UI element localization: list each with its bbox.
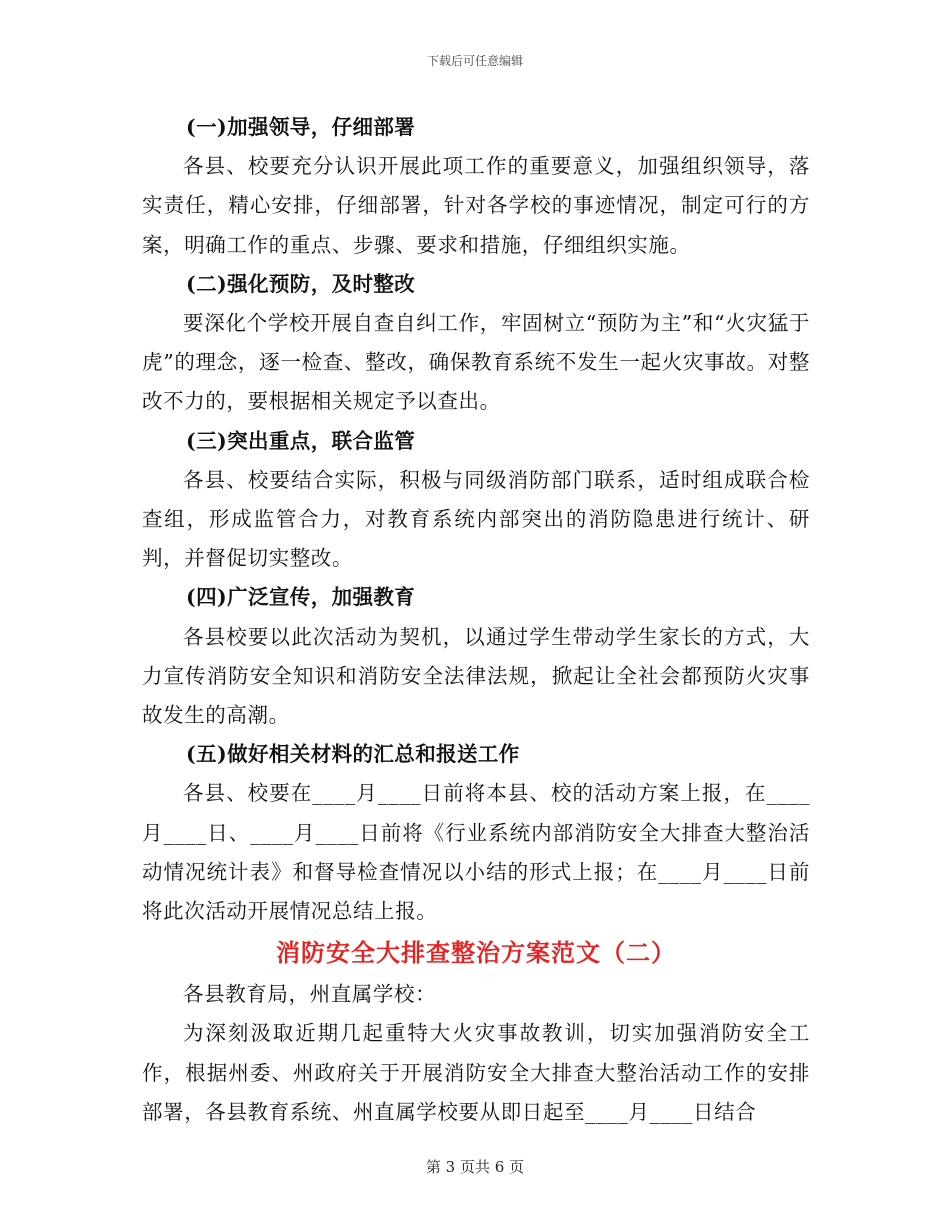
section-heading-2: (二)强化预防，及时整改 xyxy=(186,271,416,296)
document-body xyxy=(142,108,810,1132)
body-paragraph-2: 为深刻汲取近期几起重特大火灾事故教训，切实加强消防安全工作，根据州委、州政府关于开展消防安全大排查大整治活动工作的安排部署，各县教育系统、州直属学校要从即日起至____月____日结合 xyxy=(142,1021,810,1124)
salutation: 各县教育局，州直属学校： xyxy=(183,982,437,1007)
section-paragraph-2: 要深化个学校开展自查自纠工作，牢固树立“预防为主”和“火灾猛于虎”的理念，逐一检查、整改，确保教育系统不发生一起火灾事故。对整改不力的，要根据相关规定予以查出。 xyxy=(142,311,810,414)
section-heading-4: (四)广泛宣传，加强教育 xyxy=(186,585,416,610)
section-heading-3: (三)突出重点，联合监管 xyxy=(186,428,416,453)
section-heading-5: (五)做好相关材料的汇总和报送工作 xyxy=(186,742,520,767)
section-paragraph-4: 各县校要以此次活动为契机，以通过学生带动学生家长的方式，大力宣传消防安全知识和消防安全法律法规，掀起让全社会都预防火灾事故发生的高潮。 xyxy=(142,624,810,728)
page-header: 下载后可任意编辑 xyxy=(426,54,523,68)
section-paragraph-3: 各县、校要结合实际，积极与同级消防部门联系，适时组成联合检查组，形成监管合力，对教育系统内部突出的消防隐患进行统计、研判，并督促切实整改。 xyxy=(142,467,810,571)
page-footer: 第 3 页共 6 页 xyxy=(425,1158,525,1176)
section-heading-1: (一)加强领导，仔细部署 xyxy=(186,115,416,139)
section-paragraph-1: 各县、校要充分认识开展此项工作的重要意义，加强组织领导，落实责任，精心安排，仔细部署，针对各学校的事迹情况，制定可行的方案，明确工作的重点、步骤、要求和措施，仔细组织实施。 xyxy=(142,154,810,257)
section-paragraph-5: 各县、校要在____月____日前将本县、校的活动方案上报，在____月____日、____月____日前将《行业系统内部消防安全大排查大整治活动情况统计表》和督导检查情况以小结的形式上报；在____月____日前将此次活动开展情况总结上报。 xyxy=(142,781,810,924)
document-title-2: 消防安全大排查整治方案范文（二） xyxy=(276,938,676,968)
